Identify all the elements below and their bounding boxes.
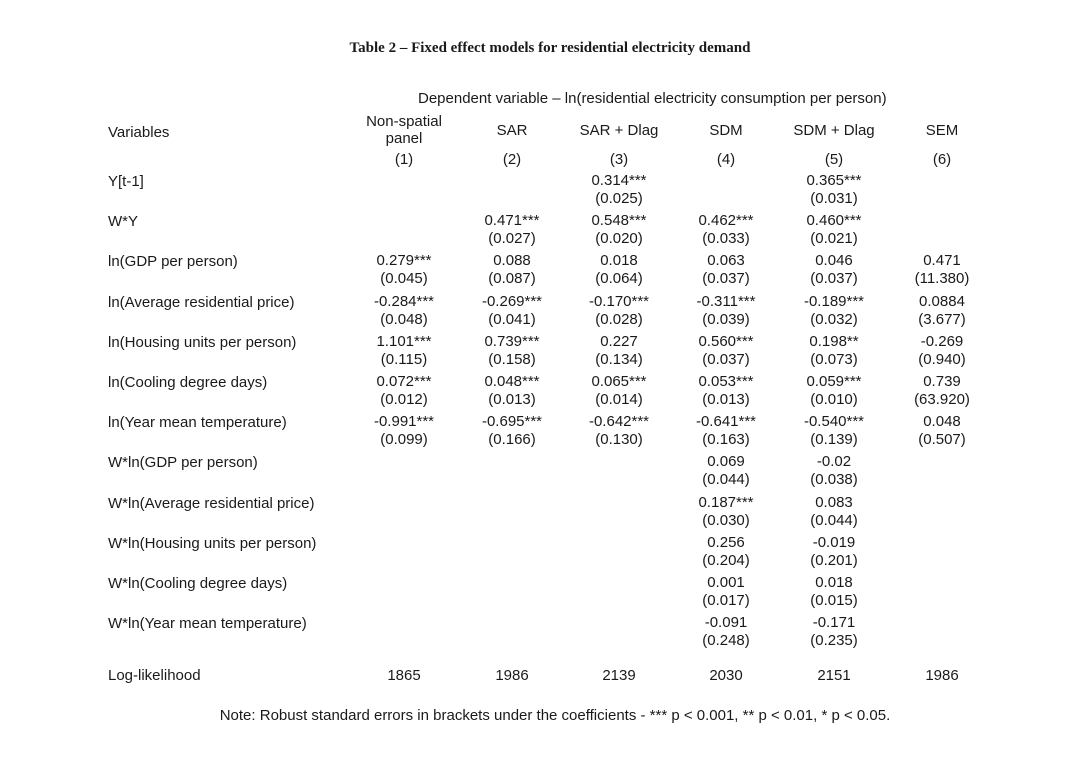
coefficient-cell: 0.279*** xyxy=(376,252,432,270)
standard-error-cell: (0.163) xyxy=(702,431,750,449)
row-label: W*Y xyxy=(108,213,138,231)
coefficient-cell: 0.018 xyxy=(815,574,853,591)
coefficient-cell: -0.641*** xyxy=(695,413,757,431)
coefficient-cell: 0.063 xyxy=(707,252,745,270)
coefficient-cell: 0.739 xyxy=(923,373,961,390)
coefficient-cell: 0.739*** xyxy=(484,332,540,350)
coefficient-cell: -0.019 xyxy=(812,533,856,551)
coefficient-cell: -0.991*** xyxy=(373,413,435,431)
column-header-name: SEM xyxy=(925,122,959,139)
table-title: Table 2 – Fixed effect models for residential electricity demand xyxy=(349,40,751,56)
standard-error-cell: (0.166) xyxy=(488,431,536,449)
coefficient-cell: -0.311*** xyxy=(696,292,756,310)
coefficient-cell: -0.642*** xyxy=(588,413,650,431)
column-header-name: SAR + Dlag xyxy=(579,122,659,139)
column-header-number: (6) xyxy=(932,151,952,168)
column-header-number: (1) xyxy=(394,151,414,168)
standard-error-cell: (0.064) xyxy=(595,270,643,288)
standard-error-cell: (0.020) xyxy=(595,230,643,248)
row-label: ln(Year mean temperature) xyxy=(108,414,287,432)
coefficient-cell: 0.256 xyxy=(707,533,745,551)
standard-error-cell: (0.201) xyxy=(810,551,858,569)
row-label: W*ln(Cooling degree days) xyxy=(108,575,288,592)
dependent-variable-header: Dependent variable – ln(residential electricity consumption per person) xyxy=(418,90,887,107)
standard-error-cell: (0.940) xyxy=(918,350,966,368)
coefficient-cell: 0.198** xyxy=(809,332,859,350)
coefficient-cell: -0.091 xyxy=(704,614,748,632)
coefficient-cell: 0.471*** xyxy=(484,212,540,230)
standard-error-cell: (0.012) xyxy=(380,391,428,408)
standard-error-cell: (0.027) xyxy=(488,230,536,248)
row-label: W*ln(Housing units per person) xyxy=(108,534,317,552)
standard-error-cell: (0.013) xyxy=(488,391,536,408)
standard-error-cell: (0.044) xyxy=(810,511,858,529)
column-header-name-line2: panel xyxy=(385,130,423,147)
loglikelihood-label: Log-likelihood xyxy=(108,667,201,684)
row-label: ln(Cooling degree days) xyxy=(108,374,268,391)
standard-error-cell: (0.045) xyxy=(380,270,428,288)
standard-error-cell: (0.021) xyxy=(810,230,858,248)
standard-error-cell: (0.115) xyxy=(380,350,428,368)
loglikelihood-value: 1986 xyxy=(495,667,529,684)
loglikelihood-value: 2139 xyxy=(602,667,636,684)
row-label: ln(Housing units per person) xyxy=(108,333,297,351)
coefficient-cell: -0.284*** xyxy=(373,292,435,310)
coefficient-cell: 0.069 xyxy=(707,453,745,471)
coefficient-cell: -0.540*** xyxy=(803,413,865,431)
row-label: W*ln(GDP per person) xyxy=(108,454,258,472)
standard-error-cell: (0.037) xyxy=(810,270,858,288)
column-header-number: (3) xyxy=(609,151,629,168)
coefficient-cell: 0.001 xyxy=(707,574,745,591)
column-header-name: SDM xyxy=(709,122,743,139)
column-header-number: (4) xyxy=(716,151,736,168)
standard-error-cell: (0.032) xyxy=(810,310,858,328)
column-header-name: SDM + Dlag xyxy=(793,122,875,139)
row-label: ln(GDP per person) xyxy=(108,253,238,271)
coefficient-cell: 0.560*** xyxy=(698,332,754,350)
coefficient-cell: 0.053*** xyxy=(698,373,754,390)
standard-error-cell: (0.048) xyxy=(380,310,428,328)
standard-error-cell: (0.031) xyxy=(810,190,858,207)
standard-error-cell: (0.014) xyxy=(595,391,643,408)
coefficient-cell: -0.695*** xyxy=(481,413,543,431)
coefficient-cell: 0.072*** xyxy=(376,373,432,390)
coefficient-cell: 0.471 xyxy=(923,252,961,270)
coefficient-cell: 0.018 xyxy=(600,252,638,270)
standard-error-cell: (11.380) xyxy=(914,270,970,288)
coefficient-cell: 0.462*** xyxy=(698,212,754,230)
row-label: W*ln(Average residential price) xyxy=(108,494,315,512)
coefficient-cell: 0.187*** xyxy=(698,493,754,511)
coefficient-cell: 0.065*** xyxy=(591,373,647,390)
standard-error-cell: (0.017) xyxy=(702,592,750,609)
standard-error-cell: (0.033) xyxy=(702,230,750,248)
column-header-number: (5) xyxy=(824,151,844,168)
standard-error-cell: (0.099) xyxy=(380,431,428,449)
standard-error-cell: (0.037) xyxy=(702,270,750,288)
coefficient-cell: 0.059*** xyxy=(806,373,862,390)
standard-error-cell: (0.028) xyxy=(595,310,643,328)
coefficient-cell: 0.314*** xyxy=(591,172,647,189)
coefficient-cell: -0.02 xyxy=(816,453,852,471)
standard-error-cell: (3.677) xyxy=(918,310,966,328)
coefficient-cell: 0.088 xyxy=(493,252,531,270)
row-label: W*ln(Year mean temperature) xyxy=(108,615,307,633)
coefficient-cell: -0.269*** xyxy=(481,292,543,310)
row-label: ln(Average residential price) xyxy=(108,293,295,311)
standard-error-cell: (0.038) xyxy=(810,471,858,489)
standard-error-cell: (0.204) xyxy=(702,551,750,569)
loglikelihood-value: 2151 xyxy=(817,667,851,684)
standard-error-cell: (0.030) xyxy=(702,511,750,529)
standard-error-cell: (0.025) xyxy=(595,190,643,207)
coefficient-cell: 0.048*** xyxy=(484,373,540,390)
column-header-number: (2) xyxy=(502,151,522,168)
standard-error-cell: (0.037) xyxy=(702,350,750,368)
coefficient-cell: -0.269 xyxy=(920,332,964,350)
standard-error-cell: (0.134) xyxy=(595,350,643,368)
standard-error-cell: (0.044) xyxy=(702,471,750,489)
column-header-name: Non-spatial xyxy=(366,113,442,130)
standard-error-cell: (0.248) xyxy=(702,632,750,650)
standard-error-cell: (0.073) xyxy=(810,350,858,368)
coefficient-cell: 0.227 xyxy=(600,332,638,350)
coefficient-cell: 0.365*** xyxy=(806,172,862,189)
coefficient-cell: 0.046 xyxy=(815,252,853,270)
coefficient-cell: 0.548*** xyxy=(591,212,647,230)
loglikelihood-value: 1865 xyxy=(387,667,421,684)
coefficient-cell: -0.171 xyxy=(812,614,856,632)
coefficient-cell: 0.048 xyxy=(923,413,961,431)
standard-error-cell: (0.139) xyxy=(810,431,858,449)
column-header-name: SAR xyxy=(496,122,528,139)
coefficient-cell: 0.460*** xyxy=(806,212,862,230)
coefficient-cell: 1.101*** xyxy=(376,332,432,350)
loglikelihood-value: 1986 xyxy=(925,667,959,684)
standard-error-cell: (0.041) xyxy=(488,310,536,328)
coefficient-cell: -0.170*** xyxy=(588,292,650,310)
row-label: Y[t-1] xyxy=(108,173,144,190)
standard-error-cell: (0.013) xyxy=(702,391,750,408)
standard-error-cell: (0.039) xyxy=(702,310,750,328)
standard-error-cell: (0.507) xyxy=(918,431,966,449)
table-note: Note: Robust standard errors in brackets under the coefficients - *** p < 0.001, ** p < 0.01, * p < 0.05. xyxy=(219,707,891,724)
standard-error-cell: (0.087) xyxy=(488,270,536,288)
standard-error-cell: (0.130) xyxy=(595,431,643,449)
standard-error-cell: (0.015) xyxy=(810,592,858,609)
variables-header: Variables xyxy=(108,124,170,141)
loglikelihood-value: 2030 xyxy=(709,667,743,684)
standard-error-cell: (0.158) xyxy=(488,350,536,368)
standard-error-cell: (0.010) xyxy=(810,391,858,408)
standard-error-cell: (63.920) xyxy=(914,391,970,408)
coefficient-cell: -0.189*** xyxy=(803,292,865,310)
standard-error-cell: (0.235) xyxy=(810,632,858,650)
coefficient-cell: 0.083 xyxy=(815,493,853,511)
coefficient-cell: 0.0884 xyxy=(919,292,965,310)
